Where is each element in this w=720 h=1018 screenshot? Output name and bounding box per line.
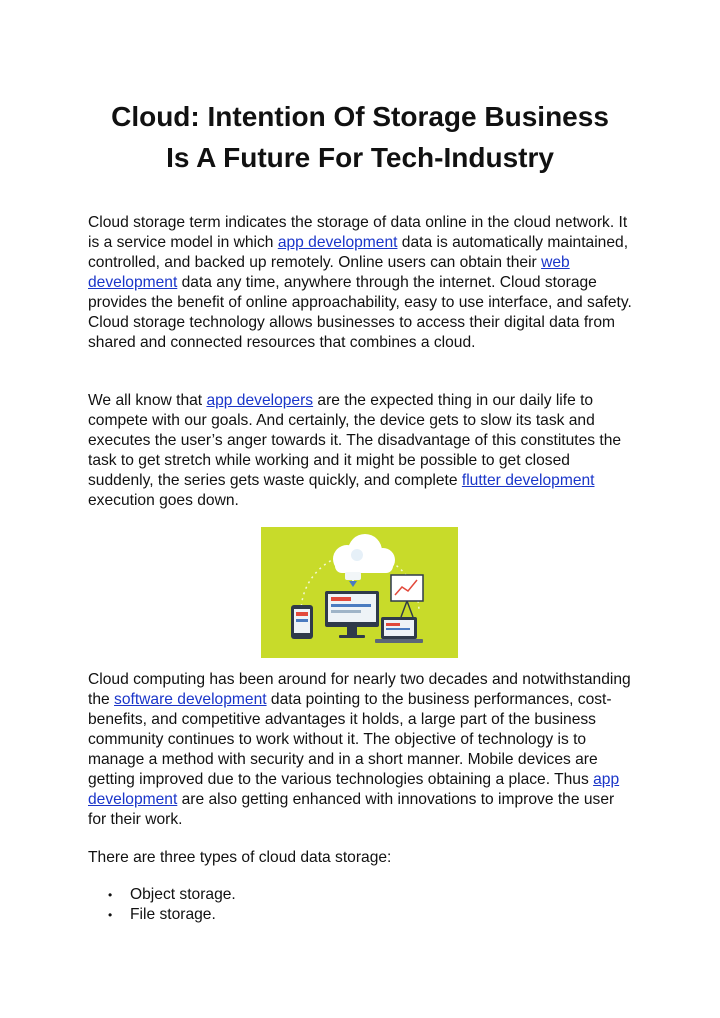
monitor-icon [325,591,379,638]
text-run: We all know that [88,392,207,409]
list-item [88,885,236,905]
app-developers-link[interactable]: app developers [206,392,314,409]
flutter-development-link[interactable]: flutter development [461,472,595,489]
list-item-text: Object storage. [130,886,236,903]
page-title: Cloud: Intention Of Storage Business Is A Future For Tech-Industry [111,101,609,173]
laptop-icon [375,617,423,643]
paragraph-storage-types: There are three types of cloud data storage: [88,849,392,866]
software-development-link[interactable]: software development [114,691,267,708]
text-run: execution goes down. [88,492,239,509]
list-item [88,905,236,925]
text-run: are the expected thing in our daily life to compete with our goals. And certainly, the device gets to slow its task and executes the user’s anger towards it. The disadvantage of this constitutes the task to get stretch while working and it might be possible to get closed suddenly, the series gets waste quickly, and complete [88,392,622,489]
app-development-link-2[interactable]: app development [88,771,620,808]
text-run: data is automatically maintained, controlled, and backed up remotely. Online users can obtain their [88,234,629,271]
tablet-icon [291,605,313,639]
storage-types-list [88,885,236,925]
app-development-link[interactable]: app development [277,234,398,251]
text-run: data pointing to the business performances, cost-benefits, and competitive advantages it holds, a large part of the business community continues to work without it. The objective of technology is to manage a method with security and in a short manner. Mobile devices are getting improved due to the various technologies obtaining a place. Thus [88,691,612,788]
paragraph-developers [88,391,636,511]
chart-board-icon [391,575,423,617]
cloud-icon [333,534,395,573]
web-development-link[interactable]: web development [88,254,570,291]
list-item-text: File storage. [130,906,216,923]
cloud-devices-illustration [261,527,458,658]
text-run: are also getting enhanced with innovations to improve the user for their work. [88,791,615,828]
text-run: data any time, anywhere through the internet. Cloud storage provides the benefit of online approachability, easy to use interface, and safety. Cloud storage technology allows businesses to access their digital data from shared and connected resources that combines a cloud. [88,274,632,351]
paragraph-intro [88,213,636,353]
bullet-icon: • [108,908,113,922]
bullet-icon: • [108,888,113,902]
text-run: Cloud computing has been around for nearly two decades and notwithstanding the [88,671,631,708]
text-run: Cloud storage term indicates the storage of data online in the cloud network. It is a service model in which [88,214,628,251]
paragraph-cloud-computing [88,670,636,830]
